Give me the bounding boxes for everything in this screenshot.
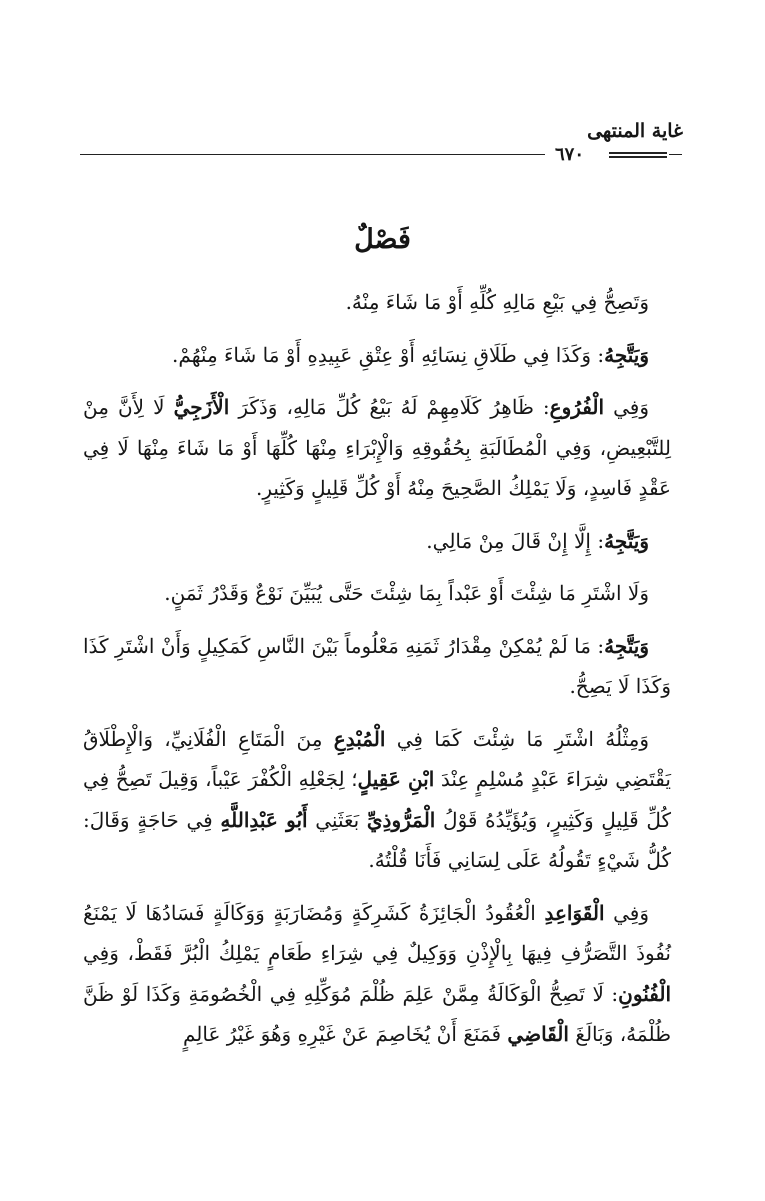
page-number-group — [545, 144, 669, 174]
bold-term: أَبُو عَبْدِاللَّهِ — [220, 807, 308, 832]
bold-term: وَيَتَّجِهُ — [604, 342, 649, 367]
bold-term: وَيَتَّجِهُ — [604, 633, 649, 658]
bold-term: الْفُنُونِ — [618, 981, 671, 1006]
paragraph: وَلَا اشْتَرِ مَا شِئْتَ أَوْ عَبْداً بِمَا شِئْتَ حَتَّى يُبَيِّنَ نَوْعٌ وَقَدْرُ ثَمَنٍ. — [164, 581, 649, 605]
paragraph: وَيَتَّجِهُ: وَكَذَا فِي طَلَاقِ نِسَائِهِ أَوْ عِتْقِ عَبِيدِهِ أَوْ مَا شَاءَ مِنْهُمْ. — [172, 342, 649, 367]
section-heading: فَصْلٌ — [354, 224, 411, 255]
paragraph: وَمِثْلُهُ اشْتَرِ مَا شِئْتَ كَمَا فِي الْمُبْدِعِ مِنَ الْمَتَاعِ الْفُلَانِيِّ، وَالْإِطْلَاقُ يَقْتَضِي شِرَاءَ عَبْدٍ مُسْلِمٍ عِنْدَ ابْنِ عَقِيلٍ؛ لِجَعْلِهِ الْكُفْرَ عَيْباً، وَقِيلَ تَصِحُّ فِي كُلِّ قَلِيلٍ وَكَثِيرٍ، وَيُؤَيِّدُهُ قَوْلُ الْمَرُّوذِيِّ بَعَثَنِي أَبُو عَبْدِاللَّهِ فِي حَاجَةٍ وَقَالَ: كُلُّ شَيْءٍ تَقُولُهُ عَلَى لِسَانِي فَأَنَا قُلْتُهُ. — [83, 726, 672, 872]
running-header-title: غاية المنتهى — [587, 120, 683, 142]
bold-term: الْأَزَجِيُّ — [173, 395, 230, 419]
bold-term: ابْنِ عَقِيلٍ — [357, 767, 435, 791]
bold-term: الْفُرُوعِ — [549, 395, 605, 419]
paragraph: وَفِي الْقَوَاعِدِ الْعُقُودُ الْجَائِزَةُ كَشَرِكَةٍ وَمُضَارَبَةٍ وَوَكَالَةٍ فَسَادُهَا لَا يَمْنَعُ نُفُوذَ التَّصَرُّفِ فِيهَا بِالْإِذْنِ وَوَكِيلٌ فِي شِرَاءِ طَعَامٍ يَمْلِكُ الْبُرَّ فَقَطْ، وَفِي الْفُنُونِ: لَا تَصِحُّ الْوَكَالَةُ مِمَّنْ عَلِمَ ظُلْمَ مُوَكِّلِهِ فِي الْخُصُومَةِ وَكَذَا لَوْ ظَنَّ ظُلْمَهُ، وَبَالَغَ الْقَاضِي فَمَنَعَ أَنْ يُخَاصِمَ عَنْ غَيْرِهِ وَهُوَ غَيْرُ عَالِمٍ — [83, 900, 671, 1046]
page-number-double-rule — [609, 152, 667, 158]
page-number: ٦٧٠ — [555, 144, 585, 165]
paragraph: وَيَتَّجِهُ: مَا لَمْ يُمْكِنْ مِقْدَارُ ثَمَنِهِ مَعْلُوماً بَيْنَ النَّاسِ كَمَكِيلٍ وَأَنْ اشْتَرِ كَذَا وَكَذَا لَا يَصِحُّ. — [83, 633, 671, 698]
paragraph: وَتَصِحُّ فِي بَيْعِ مَالِهِ كُلِّهِ أَوْ مَا شَاءَ مِنْهُ. — [345, 290, 649, 314]
bold-term: الْقَوَاعِدِ — [544, 900, 605, 925]
bold-term: الْقَاضِي — [507, 1022, 569, 1046]
bold-term: الْمَرُّوذِيِّ — [366, 807, 436, 832]
paragraph: وَيَتَّجِهُ: إِلَّا إِنْ قَالَ مِنْ مَالِي. — [426, 528, 649, 553]
bold-term: وَيَتَّجِهُ — [604, 528, 649, 553]
body-text — [83, 282, 671, 1067]
paragraph: وَفِي الْفُرُوعِ: ظَاهِرُ كَلَامِهِمْ لَهُ بَيْعُ كُلِّ مَالِهِ، وَذَكَرَ الْأَزَجِيُّ لَا لِأَنَّ مِنْ لِلتَّبْعِيضِ، وَفِي الْمُطَالَبَةِ بِحُقُوقِهِ وَالْإِبْرَاءِ مِنْهَا كُلِّهَا أَوْ مَا شَاءَ مِنْهَا لَا فِي عَقْدٍ فَاسِدٍ، وَلَا يَمْلِكُ الصَّحِيحَ مِنْهُ أَوْ كُلِّ قَلِيلٍ وَكَثِيرٍ. — [83, 395, 671, 500]
bold-term: الْمُبْدِعِ — [333, 726, 386, 751]
